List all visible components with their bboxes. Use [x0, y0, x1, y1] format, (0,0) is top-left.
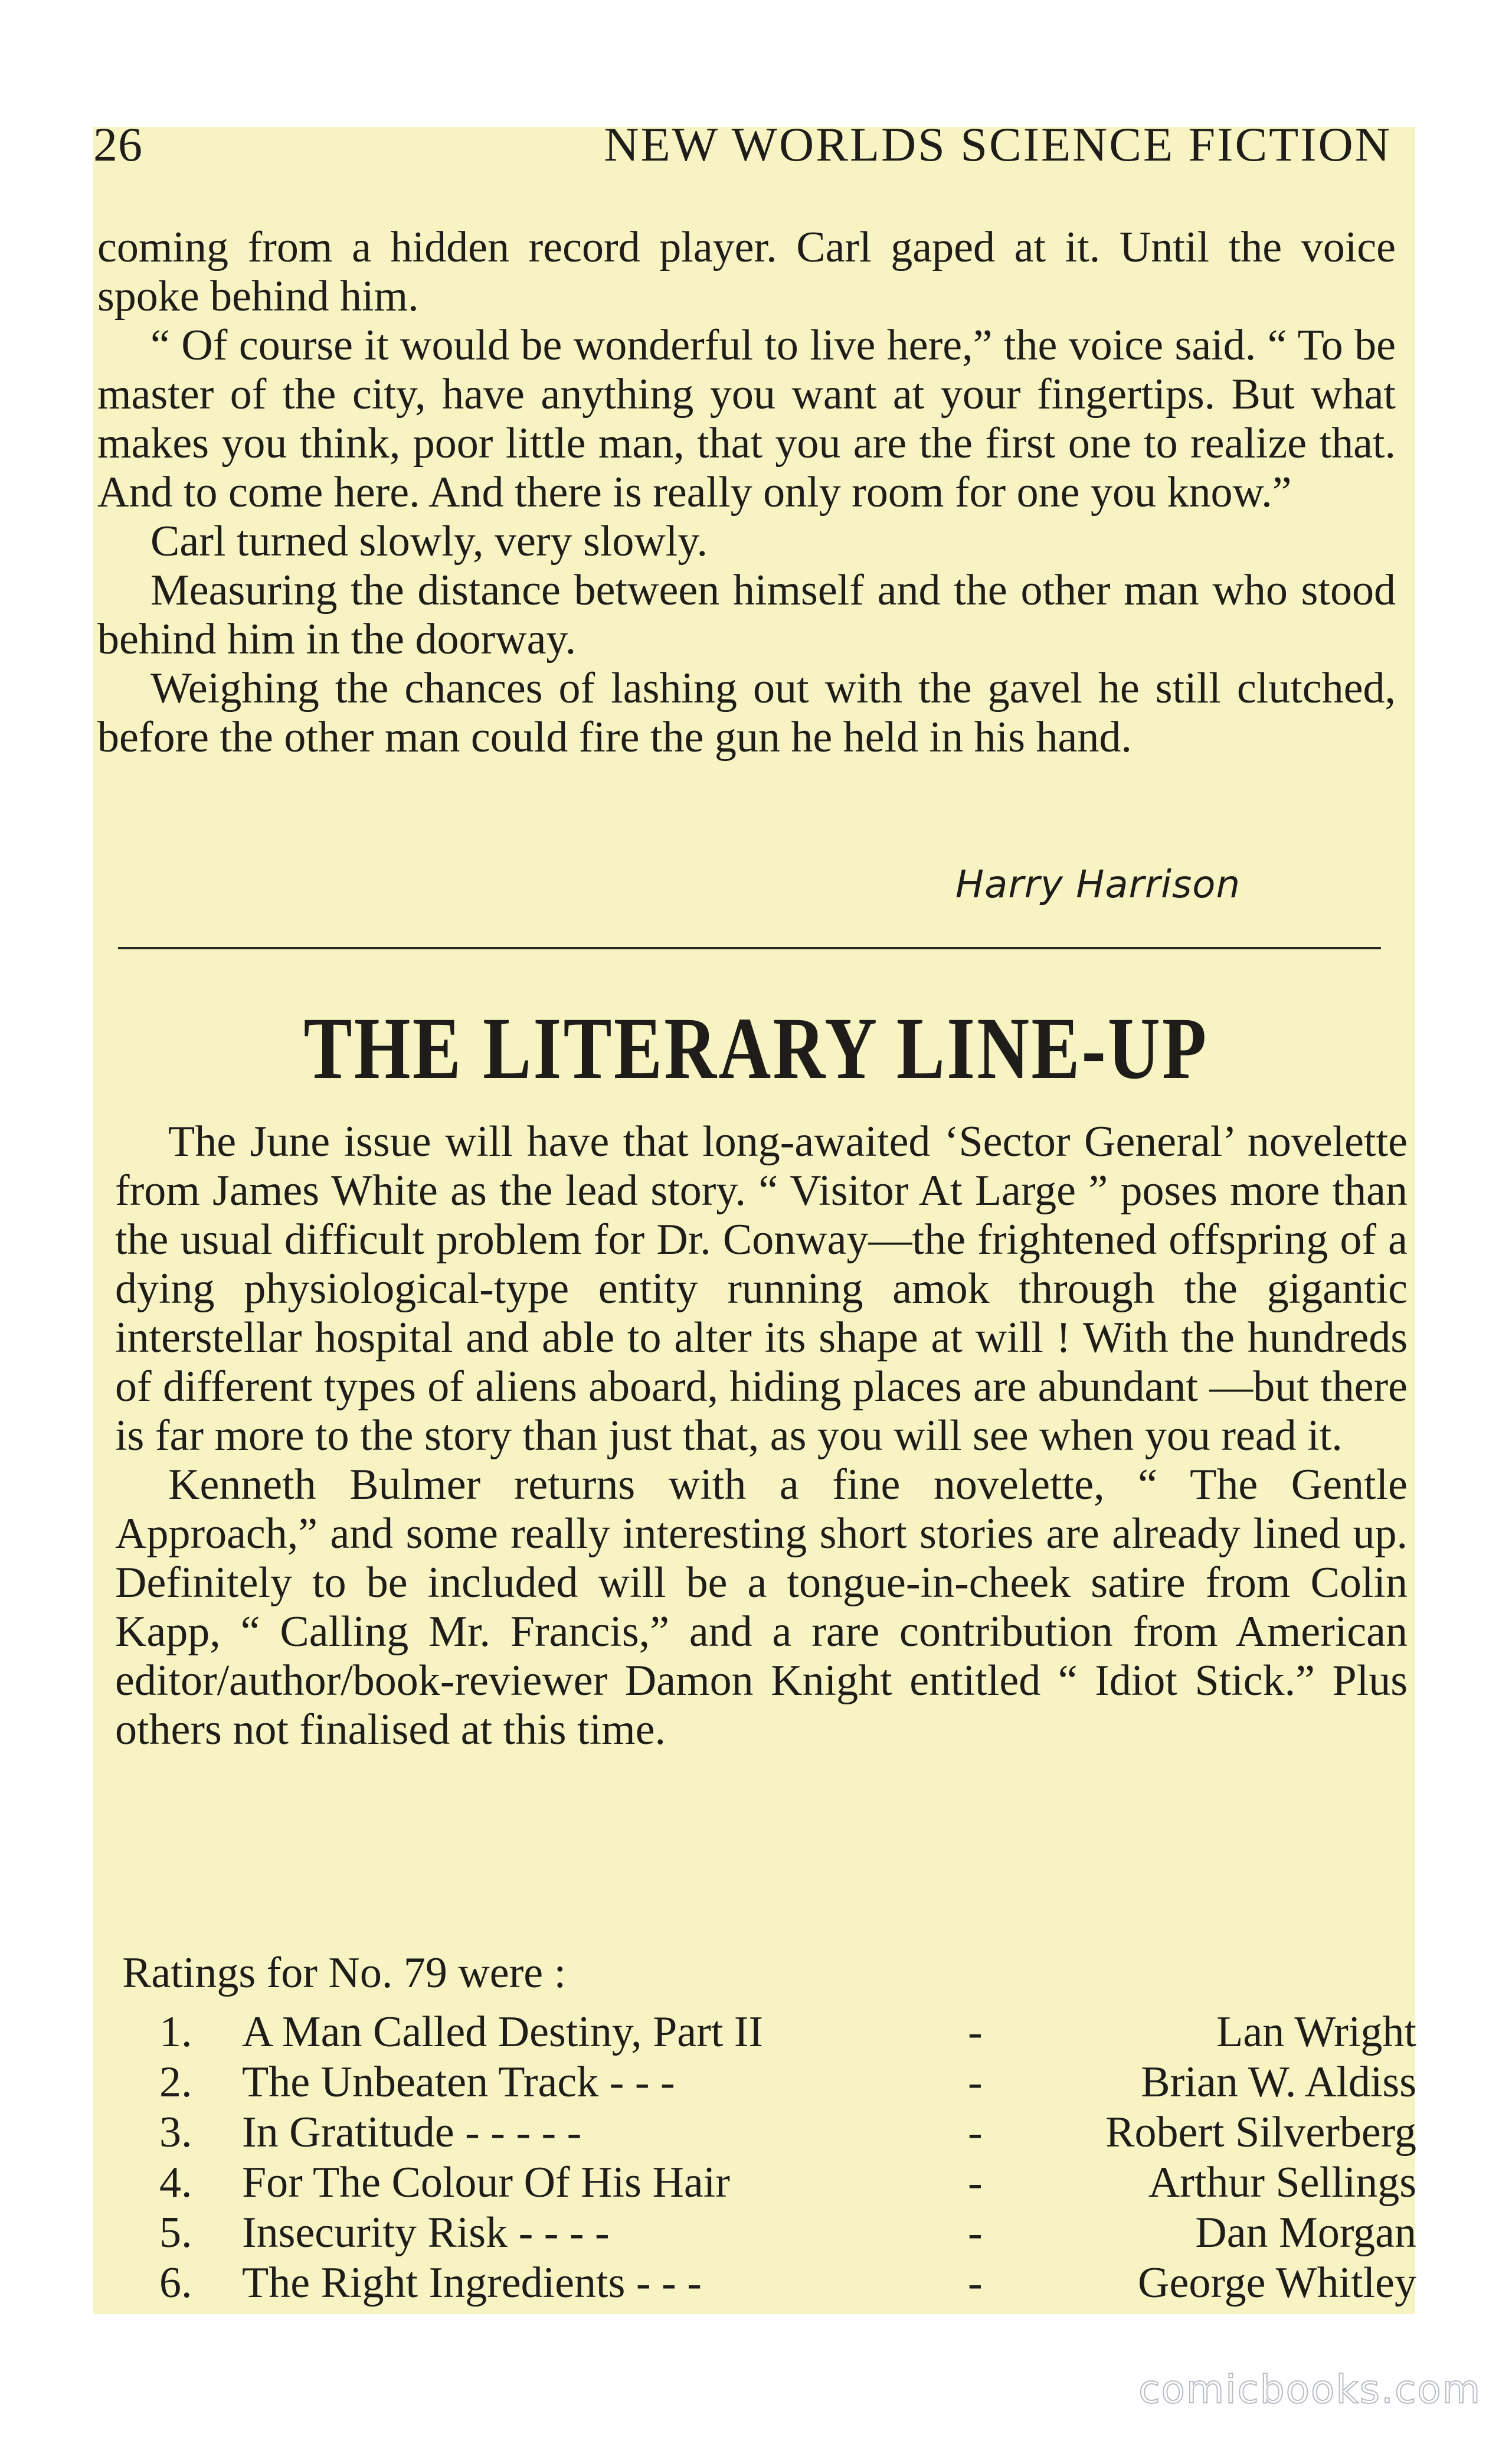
rating-rank: 5. — [159, 2209, 192, 2257]
ratings-row — [159, 2208, 1416, 2258]
magazine-title: NEW WORLDS SCIENCE FICTION — [604, 117, 1392, 171]
rating-author: Robert Silverberg — [1105, 2108, 1416, 2157]
section-divider — [118, 947, 1381, 949]
rating-rank: 1. — [159, 2008, 192, 2056]
section-title: THE LITERARY LINE-UP — [303, 999, 1209, 1097]
story-paragraph: Measuring the distance between himself and the other man who stood behind him in the doorway. — [97, 566, 1396, 664]
rating-story-title: A Man Called Destiny, Part II — [242, 2008, 764, 2056]
rating-rank: 4. — [159, 2158, 192, 2207]
rating-author: Dan Morgan — [1195, 2209, 1416, 2257]
rating-dash: - — [968, 2259, 983, 2307]
ratings-row — [159, 2258, 1416, 2308]
rating-dash: - — [968, 2209, 983, 2257]
story-paragraph: Carl turned slowly, very slowly. — [150, 517, 708, 566]
rating-author: George Whitley — [1138, 2259, 1416, 2307]
story-paragraph: Weighing the chances of lashing out with the gavel he still clutched, before the other man could fire the gun he held in his hand. — [97, 664, 1396, 762]
lineup-paragraph: Kenneth Bulmer returns with a fine novelette, “ The Gentle Approach,” and some really interesting short stories are already lined up. Definitely to be included will be a tongue-in-cheek satire from Colin Kapp, “ Calling Mr. Francis,” and a rare contribution from American editor/author/book-reviewer Damon Knight entitled “ Idiot Stick.” Plus others not finalised at this time. — [115, 1461, 1408, 1754]
ratings-row — [159, 2057, 1416, 2108]
rating-dash: - — [968, 2008, 983, 2056]
rating-author: Arthur Sellings — [1148, 2158, 1416, 2207]
rating-author: Brian W. Aldiss — [1141, 2058, 1416, 2106]
rating-dash: - — [968, 2108, 983, 2157]
ratings-list — [159, 2007, 1416, 2308]
rating-rank: 3. — [159, 2108, 192, 2157]
author-byline: Harry Harrison — [955, 863, 1241, 907]
rating-story-title: The Right Ingredients - - - — [242, 2259, 702, 2307]
site-watermark: comicbooks.com — [1138, 2367, 1481, 2412]
ratings-row — [159, 2007, 1416, 2057]
ratings-intro: Ratings for No. 79 were : — [122, 1949, 567, 1997]
page-number: 26 — [93, 117, 143, 171]
ratings-row — [159, 2108, 1416, 2158]
rating-author: Lan Wright — [1216, 2008, 1416, 2056]
running-head — [93, 117, 1392, 182]
rating-rank: 2. — [159, 2058, 192, 2106]
rating-dash: - — [968, 2058, 983, 2106]
rating-story-title: For The Colour Of His Hair — [242, 2158, 730, 2207]
rating-rank: 6. — [159, 2259, 192, 2307]
story-paragraph: “ Of course it would be wonderful to live here,” the voice said. “ To be master of the city, have anything you want at your fingertips. But what makes you think, poor little man, that you are the first one to realize that. And to come here. And there is really only room for one you know.” — [97, 321, 1396, 517]
story-ending — [97, 223, 1396, 762]
ratings-row — [159, 2158, 1416, 2208]
lineup-paragraph: The June issue will have that long-awaited ‘Sector General’ novelette from James White as the lead story. “ Visitor At Large ” poses more than the usual difficult problem for Dr. Conway—the frightened offspring of a dying physiological-type entity running amok through the gigantic interstellar hospital and able to alter its shape at will ! With the hundreds of different types of aliens aboard, hiding places are abundant —but there is far more to the story than just that, as you will see when you read it. — [115, 1118, 1408, 1460]
lineup-body — [115, 1118, 1408, 1755]
story-paragraph: coming from a hidden record player. Carl gaped at it. Until the voice spoke behind him. — [97, 223, 1396, 321]
rating-story-title: In Gratitude - - - - - — [242, 2108, 582, 2157]
rating-story-title: The Unbeaten Track - - - — [242, 2058, 675, 2106]
rating-dash: - — [968, 2158, 983, 2207]
rating-story-title: Insecurity Risk - - - - — [242, 2209, 610, 2257]
